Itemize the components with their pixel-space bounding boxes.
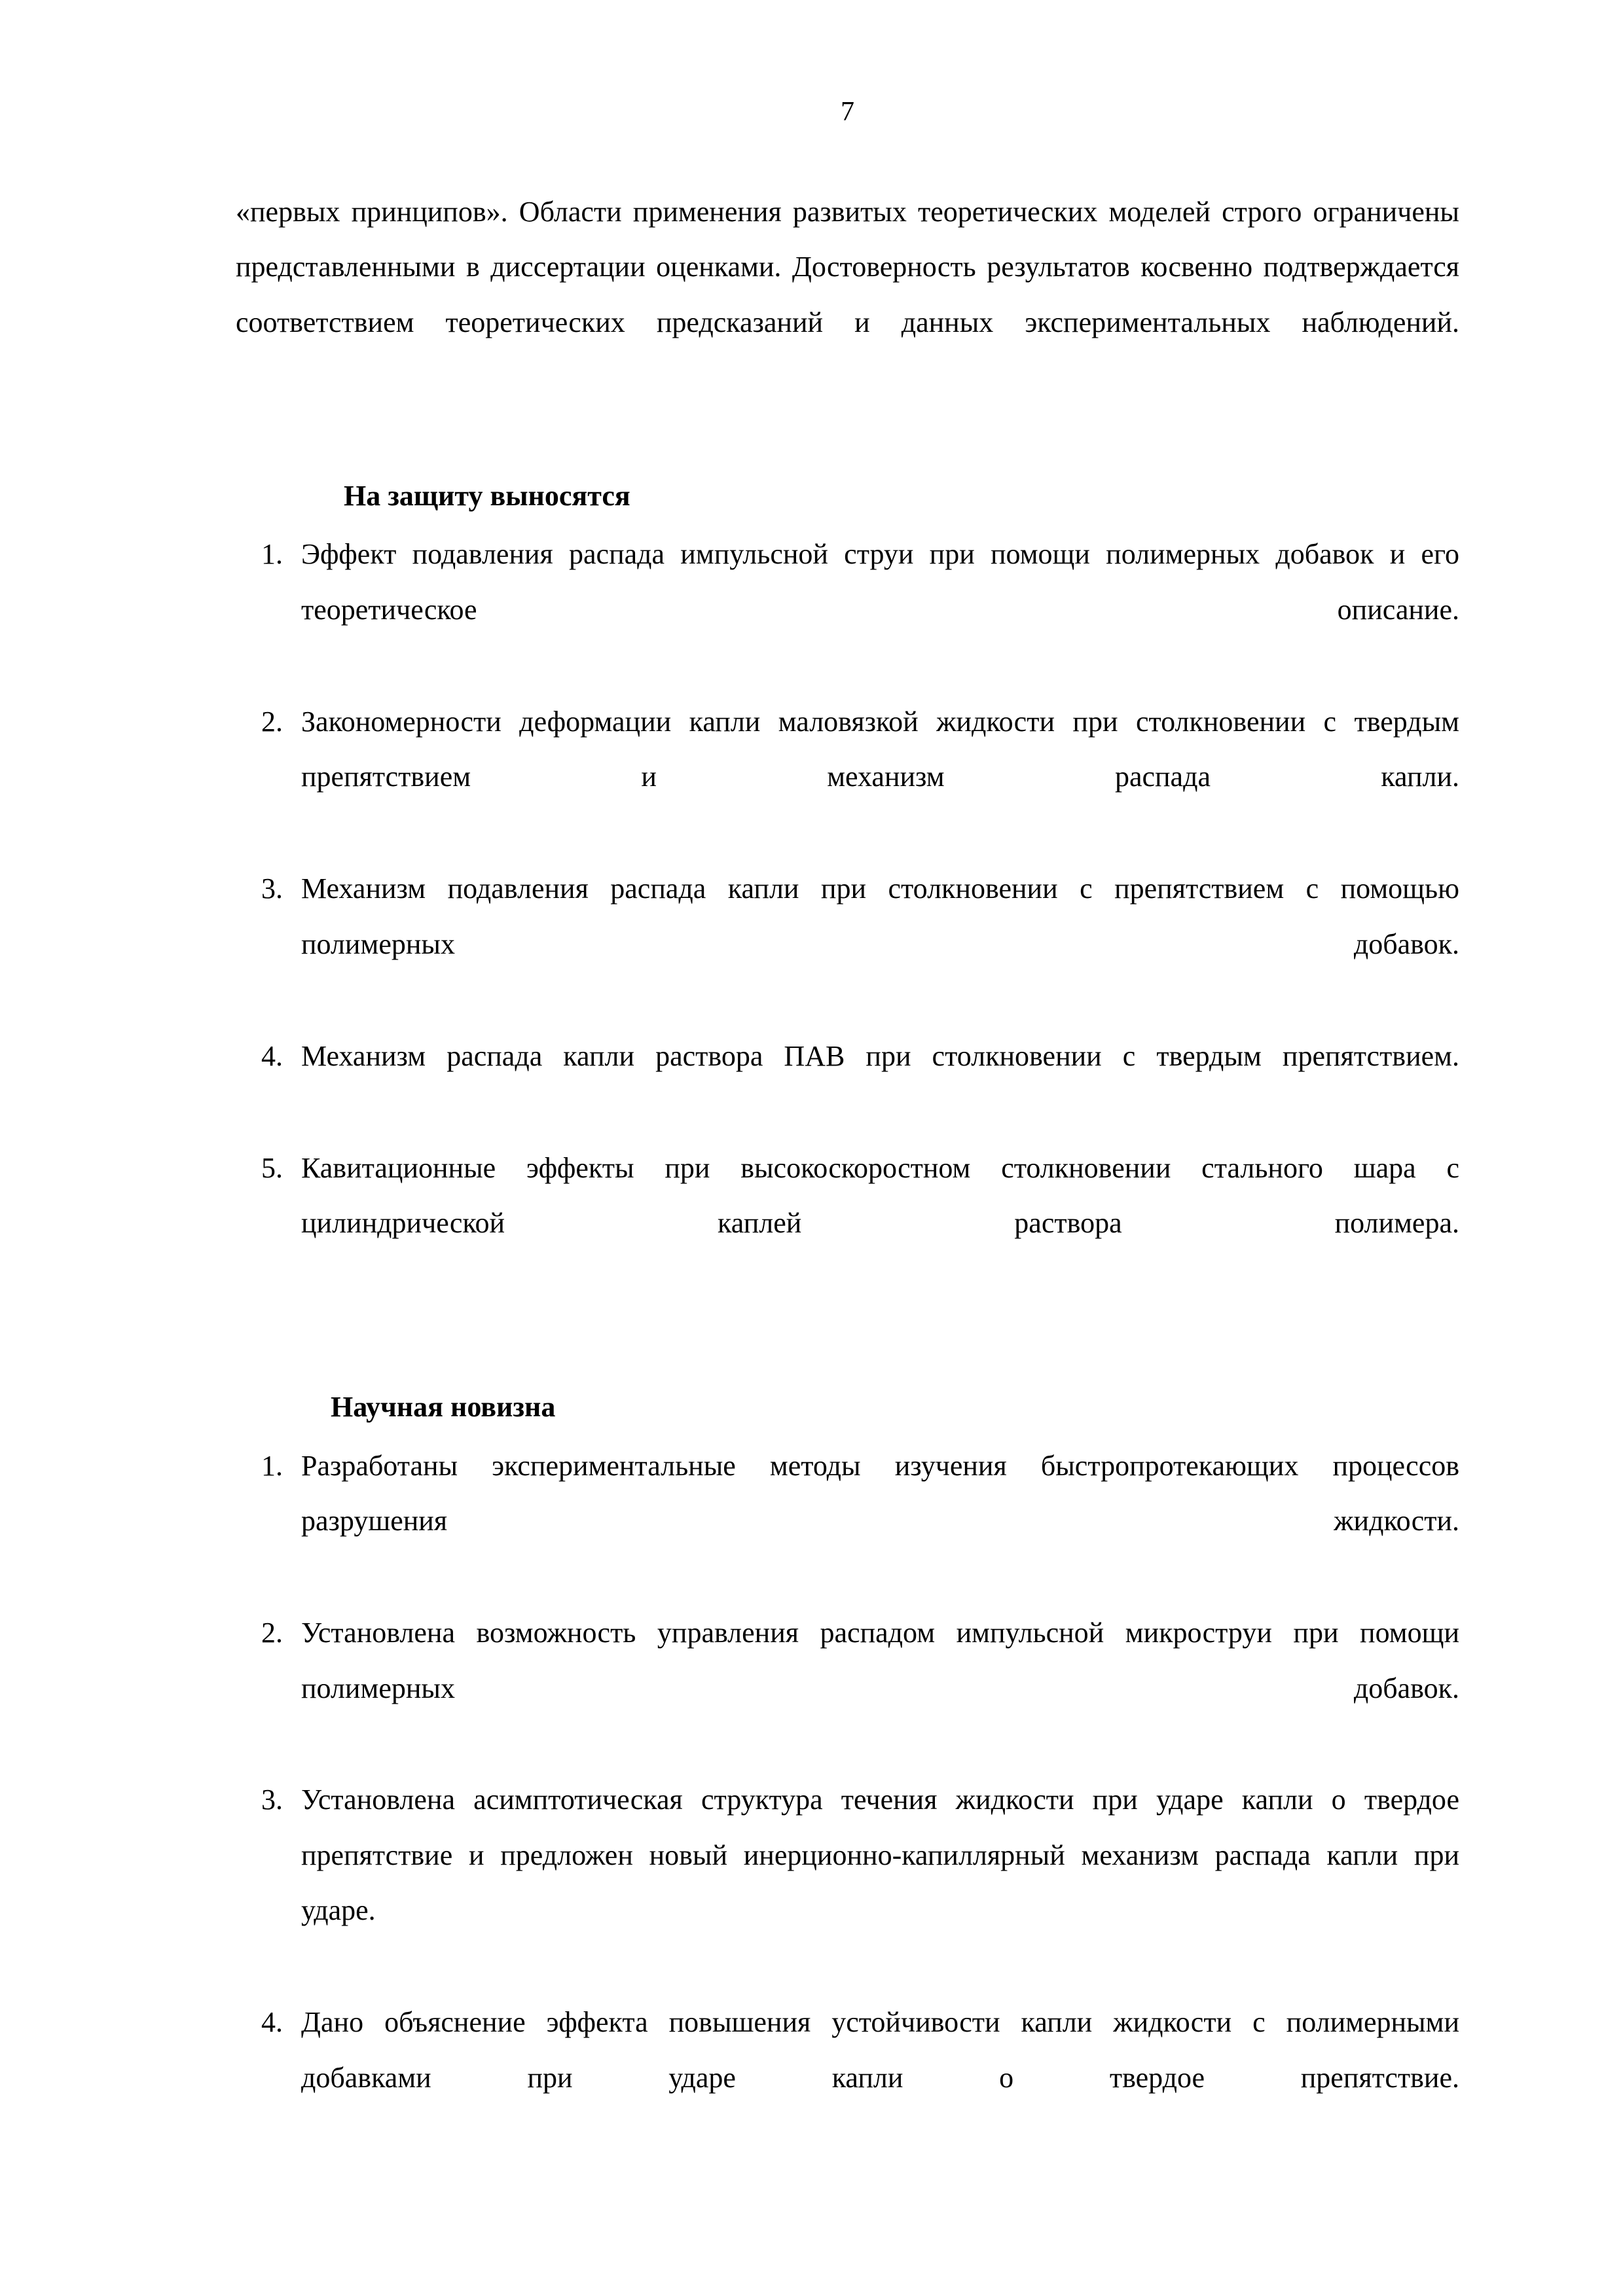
defense-list: [236, 527, 1459, 1306]
list-item-text: Кавитационные эффекты при высокоскоростном столкновении стального шара с цилиндрической каплей раствора полимера.: [301, 1151, 1459, 1240]
list-item: [236, 527, 1459, 692]
list-item-text: Эффект подавления распада импульсной струи при помощи полимерных добавок и его теоретическое описание.: [301, 538, 1459, 626]
list-marker: 1.: [261, 1449, 283, 1482]
list-item: [236, 1029, 1459, 1139]
list-item-text: Установлена асимптотическая структура течения жидкости при ударе капли о твердое препятствие и предложен новый инерционно-капиллярный механизм распада капли при ударе.: [301, 1784, 1459, 1927]
novelty-list: [236, 1439, 1459, 2161]
list-marker: 2.: [261, 1617, 283, 1649]
list-item-text: Разработаны экспериментальные методы изучения быстропротекающих процессов разрушения жидкости.: [301, 1449, 1459, 1537]
list-marker: 1.: [261, 538, 283, 571]
page-number: 7: [841, 97, 854, 127]
list-marker: 4.: [261, 1039, 283, 1072]
list-item: [236, 1605, 1459, 1771]
list-item-text: Установлена возможность управления распадом импульсной микроструи при помощи полимерных добавок.: [301, 1617, 1459, 1704]
list-item: [236, 1772, 1459, 1994]
list-item-text: Механизм распада капли раствора ПАВ при столкновении с твердым препятствием.: [301, 1039, 1459, 1072]
list-marker: 3.: [261, 872, 283, 905]
list-item-text: Механизм подавления распада капли при столкновении с препятствием с помощью полимерных добавок.: [301, 872, 1459, 960]
list-item: [236, 861, 1459, 1027]
spacer: [236, 406, 1459, 469]
list-marker: 3.: [261, 1784, 283, 1816]
section-heading-novelty: Научная новизна: [331, 1391, 556, 1424]
body-paragraph: «первых принципов». Области применения развитых теоретических моделей строго ограничены представленными в диссертации оценками. Достоверность результатов косвенно подтверждается соответствием теоретических предсказаний и данных экспериментальных наблюдений.: [236, 196, 1459, 338]
list-item-text: Закономерности деформации капли маловязкой жидкости при столкновении с твердым препятствием и механизм распада капли.: [301, 705, 1459, 793]
list-item: [236, 1439, 1459, 1604]
list-marker: 5.: [261, 1151, 283, 1184]
list-item: [236, 1995, 1459, 2161]
list-item: [236, 1141, 1459, 1306]
list-marker: 4.: [261, 2006, 283, 2039]
list-item: [236, 694, 1459, 860]
spacer: [236, 1308, 1459, 1380]
list-item-text: Дано объяснение эффекта повышения устойчивости капли жидкости с полимерными добавками при ударе капли о твердое препятствие.: [301, 2006, 1459, 2094]
list-marker: 2.: [261, 705, 283, 738]
section-heading-defense: На защиту выносятся: [344, 479, 630, 512]
